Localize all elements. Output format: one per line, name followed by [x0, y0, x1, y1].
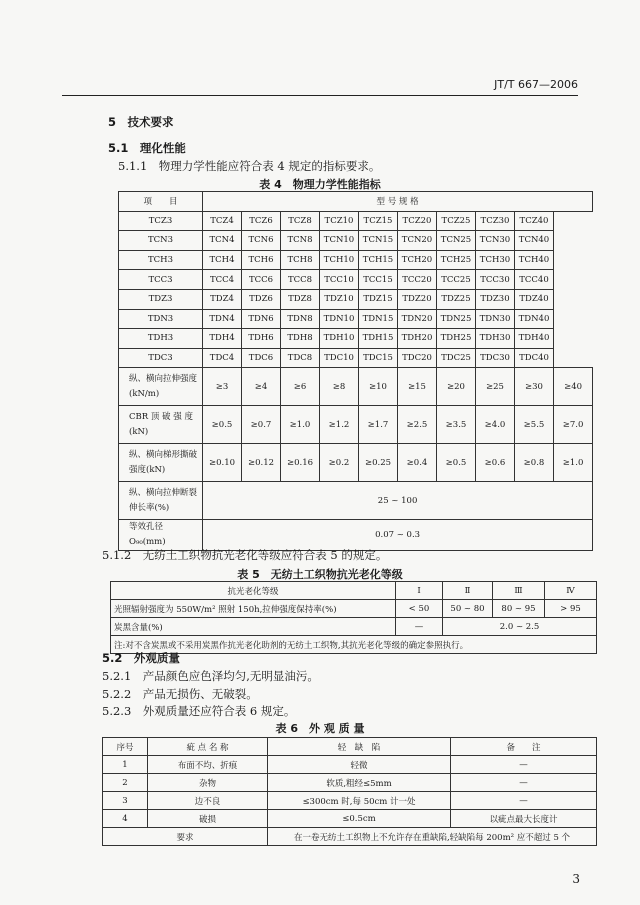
model-cell: TCC15	[359, 270, 398, 290]
model-cell: TCC3	[119, 270, 203, 290]
t5-header-3: Ⅲ	[493, 582, 545, 600]
model-row	[119, 270, 593, 290]
model-cell: TDC3	[119, 348, 203, 368]
model-cell: TDH30	[476, 329, 515, 349]
model-cell: TCN25	[437, 231, 476, 251]
model-cell: TCZ10	[320, 211, 359, 231]
defect-cell: 软质,粗经≤5mm	[268, 774, 451, 792]
model-cell: TCH8	[281, 250, 320, 270]
model-cell: TCZ3	[119, 211, 203, 231]
property-value: ≥3.5	[437, 406, 476, 444]
model-cell: TDN8	[281, 309, 320, 329]
model-cell: TCH20	[398, 250, 437, 270]
property-value: ≥0.8	[515, 444, 554, 482]
model-cell: TDH10	[320, 329, 359, 349]
property-value: ≥6	[281, 368, 320, 406]
model-cell: TDH8	[281, 329, 320, 349]
model-cell: TCH6	[242, 250, 281, 270]
model-cell: TDZ40	[515, 289, 554, 309]
property-value: ≥5.5	[515, 406, 554, 444]
model-cell: TCH4	[203, 250, 242, 270]
model-row	[119, 211, 593, 231]
property-value: ≥15	[398, 368, 437, 406]
t5-cell: 80 ~ 95	[493, 600, 545, 618]
model-cell: TDZ25	[437, 289, 476, 309]
model-cell: TCN8	[281, 231, 320, 251]
defect-row	[103, 810, 597, 828]
property-value: ≥0.6	[476, 444, 515, 482]
defect-cell: 轻微	[268, 756, 451, 774]
defect-cell: —	[451, 774, 597, 792]
t6-requirement-text: 在一卷无纺土工织物上不允许存在重缺陷,轻缺陷每 200m² 应不超过 5 个	[268, 828, 597, 846]
property-value: ≥8	[320, 368, 359, 406]
model-cell: TDN25	[437, 309, 476, 329]
model-cell: TDZ30	[476, 289, 515, 309]
model-cell: TCH40	[515, 250, 554, 270]
property-value: ≥4	[242, 368, 281, 406]
property-value: ≥0.10	[203, 444, 242, 482]
property-value: ≥1.7	[359, 406, 398, 444]
defect-cell: —	[451, 756, 597, 774]
model-cell: TCN20	[398, 231, 437, 251]
property-value: ≥1.0	[281, 406, 320, 444]
model-cell: TDN30	[476, 309, 515, 329]
model-cell: TCH30	[476, 250, 515, 270]
standard-number: JT/T 667—2006	[494, 78, 578, 91]
t5-cell: < 50	[396, 600, 443, 618]
model-row	[119, 329, 593, 349]
page-number: 3	[572, 872, 580, 886]
model-cell: TCC30	[476, 270, 515, 290]
t5-retention-label: 光照辐射强度为 550W/m² 照射 150h,拉伸强度保持率(%)	[111, 600, 396, 618]
model-cell: TDC40	[515, 348, 554, 368]
model-cell: TDZ4	[203, 289, 242, 309]
model-cell: TDC30	[476, 348, 515, 368]
t5-header-2: Ⅱ	[443, 582, 493, 600]
model-cell: TCZ20	[398, 211, 437, 231]
model-header: 型 号 规 格	[203, 192, 593, 212]
property-value: ≥1.0	[554, 444, 593, 482]
model-cell: TDC10	[320, 348, 359, 368]
model-cell: TDC25	[437, 348, 476, 368]
table-5	[110, 581, 597, 654]
table-4-caption: 表 4 物理力学性能指标	[259, 178, 381, 191]
property-row	[119, 406, 593, 444]
section-5-2-heading: 5.2 外观质量	[102, 651, 180, 665]
model-cell: TDZ3	[119, 289, 203, 309]
property-value: ≥4.0	[476, 406, 515, 444]
model-cell: TCN10	[320, 231, 359, 251]
t5-note: 注:对不含炭黑或不采用炭黑作抗光老化助剂的无纺土工织物,其抗光老化等级的确定参照执行。	[111, 636, 597, 654]
defect-row	[103, 792, 597, 810]
elongation-label: 纵、横向拉伸断裂伸长率(%)	[119, 482, 203, 520]
property-value: ≥0.25	[359, 444, 398, 482]
property-value: ≥25	[476, 368, 515, 406]
property-value: ≥30	[515, 368, 554, 406]
header-rule	[62, 95, 578, 96]
table-4	[118, 191, 593, 551]
model-cell: TCZ6	[242, 211, 281, 231]
model-cell: TDZ10	[320, 289, 359, 309]
property-label: 纵、横向梯形撕破强度(kN)	[119, 444, 203, 482]
para-5-2-3: 5.2.3 外观质量还应符合表 6 规定。	[102, 704, 296, 718]
t5-header-level: 抗光老化等级	[111, 582, 396, 600]
t6-header-defect: 疵 点 名 称	[148, 738, 268, 756]
defect-cell: 布面不均、折痕	[148, 756, 268, 774]
model-cell: TCN30	[476, 231, 515, 251]
model-cell: TCZ4	[203, 211, 242, 231]
t5-cell: —	[396, 618, 443, 636]
property-value: ≥0.7	[242, 406, 281, 444]
model-cell: TDN10	[320, 309, 359, 329]
property-label: 纵、横向拉伸强度(kN/m)	[119, 368, 203, 406]
model-cell: TDN4	[203, 309, 242, 329]
pore-size-label: 等效孔径 O₉₀(mm)	[119, 520, 203, 551]
property-value: ≥0.16	[281, 444, 320, 482]
model-cell: TDC6	[242, 348, 281, 368]
property-value: ≥0.12	[242, 444, 281, 482]
model-cell: TDC8	[281, 348, 320, 368]
model-cell: TDH6	[242, 329, 281, 349]
defect-cell: 3	[103, 792, 148, 810]
t5-header-4: Ⅳ	[545, 582, 597, 600]
model-cell: TCH3	[119, 250, 203, 270]
property-value: ≥0.5	[203, 406, 242, 444]
model-cell: TDC20	[398, 348, 437, 368]
elongation-value: 25 ~ 100	[203, 482, 593, 520]
table-6	[102, 737, 597, 846]
item-label: 项 目	[119, 192, 203, 212]
model-cell: TDN20	[398, 309, 437, 329]
model-row	[119, 309, 593, 329]
model-cell: TCZ25	[437, 211, 476, 231]
model-cell: TCZ15	[359, 211, 398, 231]
para-5-1-2: 5.1.2 无纺土工织物抗光老化等级应符合表 5 的规定。	[102, 548, 388, 562]
property-value: ≥3	[203, 368, 242, 406]
model-cell: TDH20	[398, 329, 437, 349]
t5-carbon-label: 炭黑含量(%)	[111, 618, 396, 636]
model-cell: TDH25	[437, 329, 476, 349]
t6-requirement-label: 要求	[103, 828, 268, 846]
property-row	[119, 444, 593, 482]
para-5-2-1: 5.2.1 产品颜色应色泽均匀,无明显油污。	[102, 669, 319, 683]
model-row	[119, 289, 593, 309]
model-cell: TCH10	[320, 250, 359, 270]
section-5-1-heading: 5.1 理化性能	[108, 141, 186, 155]
property-value: ≥0.2	[320, 444, 359, 482]
model-cell: TCC4	[203, 270, 242, 290]
model-cell: TCN15	[359, 231, 398, 251]
property-value: ≥0.5	[437, 444, 476, 482]
model-cell: TCC8	[281, 270, 320, 290]
model-cell: TDZ15	[359, 289, 398, 309]
property-label: CBR 顶 破 强 度(kN)	[119, 406, 203, 444]
defect-cell: 4	[103, 810, 148, 828]
model-cell: TCC40	[515, 270, 554, 290]
t5-cell: > 95	[545, 600, 597, 618]
property-value: ≥7.0	[554, 406, 593, 444]
t5-cell: 50 ~ 80	[443, 600, 493, 618]
model-cell: TCC10	[320, 270, 359, 290]
t6-header-minor: 轻 缺 陷	[268, 738, 451, 756]
model-cell: TDH15	[359, 329, 398, 349]
model-cell: TDN40	[515, 309, 554, 329]
section-5-heading: 5 技术要求	[108, 115, 174, 129]
pore-size-value: 0.07 ~ 0.3	[203, 520, 593, 551]
defect-cell: ≤0.5cm	[268, 810, 451, 828]
property-value: ≥40	[554, 368, 593, 406]
defect-cell: 边不良	[148, 792, 268, 810]
model-cell: TDC15	[359, 348, 398, 368]
model-cell: TDN3	[119, 309, 203, 329]
model-cell: TDZ20	[398, 289, 437, 309]
model-cell: TCZ30	[476, 211, 515, 231]
defect-row	[103, 774, 597, 792]
model-row	[119, 250, 593, 270]
property-value: ≥20	[437, 368, 476, 406]
para-5-1-1: 5.1.1 物理力学性能应符合表 4 规定的指标要求。	[118, 159, 381, 173]
model-cell: TCZ8	[281, 211, 320, 231]
t6-header-remark: 备 注	[451, 738, 597, 756]
para-5-2-2: 5.2.2 产品无损伤、无破裂。	[102, 687, 258, 701]
model-cell: TCC20	[398, 270, 437, 290]
property-row	[119, 368, 593, 406]
model-cell: TDH4	[203, 329, 242, 349]
model-cell: TDH40	[515, 329, 554, 349]
defect-row	[103, 756, 597, 774]
model-cell: TCH25	[437, 250, 476, 270]
model-cell: TCH15	[359, 250, 398, 270]
table-6-caption: 表 6 外 观 质 量	[275, 722, 365, 735]
defect-cell: 2	[103, 774, 148, 792]
model-cell: TDN6	[242, 309, 281, 329]
model-cell: TDC4	[203, 348, 242, 368]
model-cell: TCC6	[242, 270, 281, 290]
model-row	[119, 231, 593, 251]
model-cell: TCZ40	[515, 211, 554, 231]
model-cell: TCN6	[242, 231, 281, 251]
defect-cell: 以疵点最大长度计	[451, 810, 597, 828]
model-cell: TCN40	[515, 231, 554, 251]
defect-cell: —	[451, 792, 597, 810]
table-5-caption: 表 5 无纺土工织物抗光老化等级	[237, 568, 403, 581]
property-value: ≥2.5	[398, 406, 437, 444]
property-value: ≥10	[359, 368, 398, 406]
model-cell: TDN15	[359, 309, 398, 329]
t6-header-no: 序号	[103, 738, 148, 756]
model-cell: TCN3	[119, 231, 203, 251]
model-cell: TDH3	[119, 329, 203, 349]
defect-cell: 破损	[148, 810, 268, 828]
t5-cell: 2.0 ~ 2.5	[443, 618, 597, 636]
model-cell: TCN4	[203, 231, 242, 251]
model-row	[119, 348, 593, 368]
model-cell: TDZ8	[281, 289, 320, 309]
model-cell: TCC25	[437, 270, 476, 290]
t5-header-1: Ⅰ	[396, 582, 443, 600]
property-value: ≥1.2	[320, 406, 359, 444]
property-value: ≥0.4	[398, 444, 437, 482]
defect-cell: 杂物	[148, 774, 268, 792]
defect-cell: 1	[103, 756, 148, 774]
defect-cell: ≤300cm 时,每 50cm 计一处	[268, 792, 451, 810]
model-cell: TDZ6	[242, 289, 281, 309]
